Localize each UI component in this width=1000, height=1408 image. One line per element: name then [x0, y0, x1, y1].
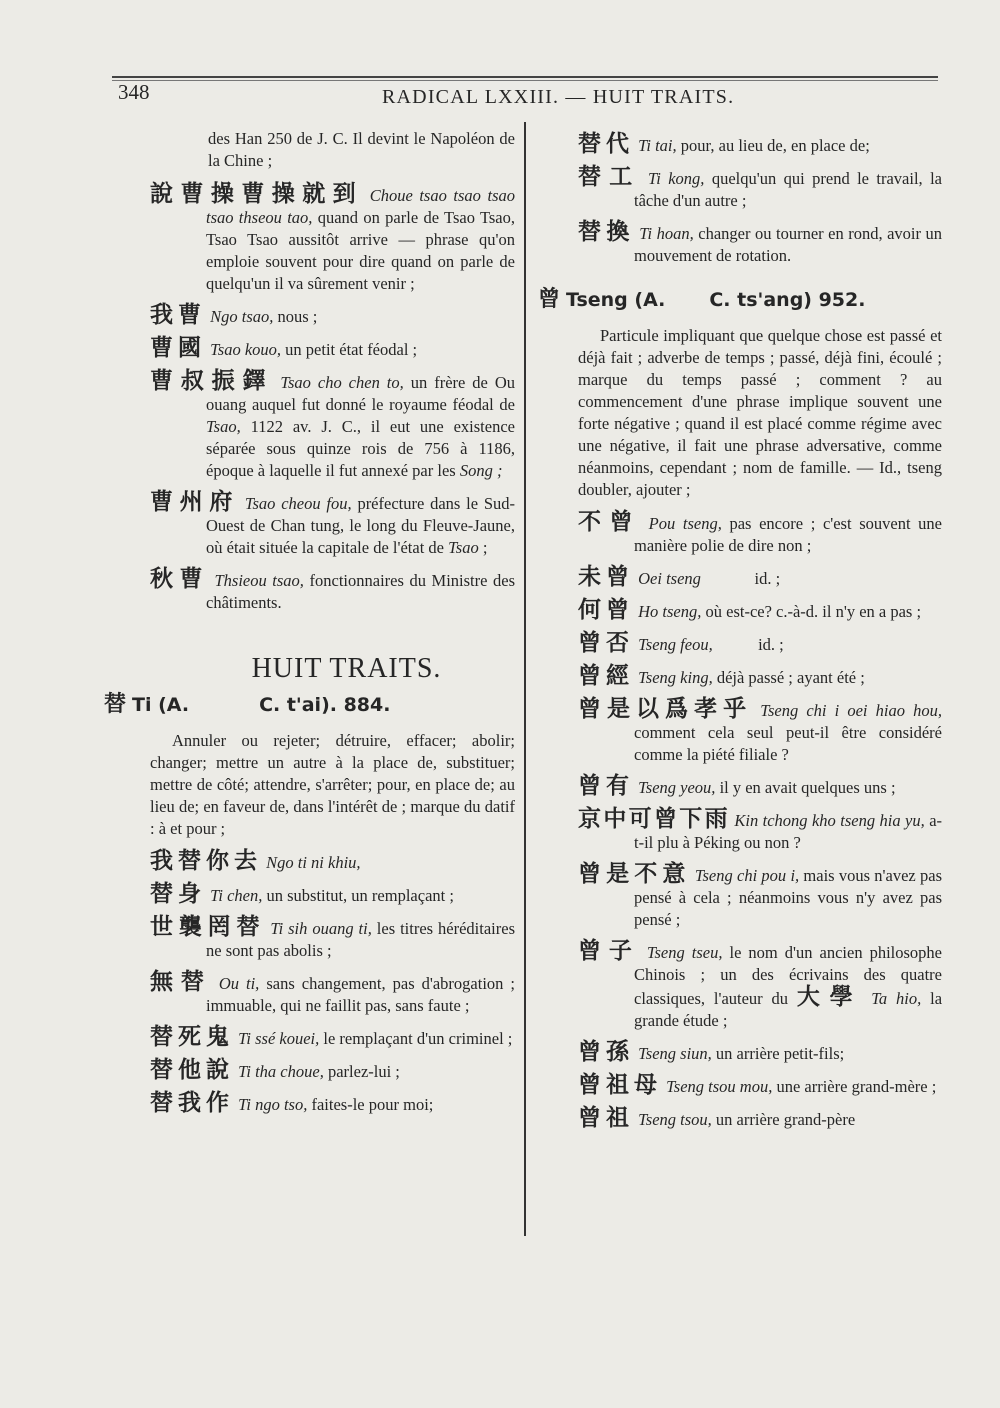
- entry-romanization-inline: Song ;: [459, 461, 503, 480]
- heading-number: C. t'ai). 884.: [259, 694, 391, 716]
- entry-definition: sans changement, pas d'abrogation ; immuable, qui ne faillit pas, sans faute ;: [206, 974, 516, 1015]
- dictionary-entry: [578, 1041, 942, 1065]
- left-column: [104, 128, 516, 1125]
- entry-definition: les titres héréditaires ne sont pas abolis ;: [206, 919, 516, 960]
- entry-romanization: Ngo tsao,: [210, 307, 274, 326]
- column-divider: [524, 122, 526, 1236]
- entry-romanization: Tseng tseu,: [646, 943, 723, 962]
- entry-definition: un substitut, un remplaçant ;: [262, 886, 454, 905]
- entry-characters: 未曾: [578, 564, 634, 590]
- entry-characters: 替換: [578, 219, 635, 245]
- dictionary-entry: [578, 599, 942, 623]
- dictionary-entry: [150, 883, 515, 907]
- entry-characters: 曾祖母: [578, 1072, 662, 1098]
- entry-characters: 曾經: [578, 663, 634, 689]
- dictionary-entry: [578, 166, 942, 212]
- entry-definition: quelqu'un qui prend le travail, la tâche d'un autre ;: [634, 169, 942, 210]
- entry-romanization: Tseng feou,: [638, 635, 713, 654]
- dictionary-entry: [150, 971, 515, 1017]
- entry-definition: mais vous n'avez pas pensé à cela ; néanmoins vous n'y avez pas pensé ;: [634, 866, 942, 929]
- dictionary-entry: [150, 1092, 515, 1116]
- continuation-text: des Han 250 de J. C. Il devint le Napoléon de la Chine ;: [208, 129, 515, 170]
- running-title: RADICAL LXXIII. — HUIT TRAITS.: [382, 86, 735, 108]
- entry-romanization: Tseng tsou mou,: [666, 1077, 773, 1096]
- entry-definition: où est-ce? c.-à-d. il n'y en a pas ;: [701, 602, 922, 621]
- entry-characters: 曾有: [578, 773, 634, 799]
- dictionary-entry: [150, 370, 515, 482]
- entry-romanization: Tseng siun,: [638, 1044, 712, 1063]
- dictionary-entry: [150, 337, 515, 361]
- entry-characters: 替工: [578, 164, 641, 190]
- dictionary-entry: [150, 183, 515, 295]
- entry-definition: préfecture dans le Sud-Ouest de Chan tung, le long du Fleuve-Jaune, où était située la capitale de l'état de: [206, 494, 516, 557]
- dictionary-entry: [578, 940, 942, 1032]
- entry-definition-cont: 1122 av. J. C., il eut une existence séparée sous quinze rois de 756 à 1186, époque à laquelle il fut annexé par les: [206, 417, 515, 480]
- dictionary-entry: [150, 1026, 515, 1050]
- header-rule: [112, 76, 938, 78]
- entry-romanization-inline: Tsao,: [206, 417, 241, 436]
- dictionary-entry: [150, 568, 515, 614]
- entry-characters: 京中可曾下雨: [578, 806, 730, 832]
- entry-characters: 曾是不意: [578, 861, 691, 887]
- entry-romanization: Ti sih ouang ti,: [270, 919, 372, 938]
- entry-romanization: Tseng yeou,: [638, 778, 716, 797]
- entry-romanization: Choue tsao tsao tsao tsao thseou tao,: [206, 186, 516, 227]
- dictionary-entry: [578, 566, 942, 590]
- entry-definition: id. ;: [700, 569, 781, 588]
- dictionary-entry: [578, 665, 942, 689]
- entry-romanization: Ti ngo tso,: [238, 1095, 308, 1114]
- entry-characters: 替死鬼: [150, 1024, 234, 1050]
- entry-characters: 替我作: [150, 1090, 234, 1116]
- dictionary-entry: [578, 863, 942, 931]
- entry-characters-inline: 大學: [796, 984, 863, 1010]
- entry-definition: une arrière grand-mère ;: [772, 1077, 937, 1096]
- entry-characters: 我曹: [150, 302, 206, 328]
- entry-definition: pour, au lieu de, en place de;: [676, 136, 870, 155]
- entry-definition-cont: ;: [478, 538, 488, 557]
- dictionary-entry: [578, 698, 942, 766]
- entry-romanization: Tsao cheou fou,: [244, 494, 352, 513]
- entry-definition: parlez-lui ;: [323, 1062, 400, 1081]
- entry-characters: 替他說: [150, 1057, 234, 1083]
- dictionary-entry: [578, 511, 942, 557]
- dictionary-entry: [150, 304, 515, 328]
- heading-pronunciation: Tseng (A.: [566, 289, 666, 311]
- heading-number: C. ts'ang) 952.: [709, 289, 866, 311]
- entry-definition: fonctionnaires du Ministre des châtiments.: [206, 571, 516, 612]
- entry-romanization: Ti kong,: [647, 169, 705, 188]
- entry-definition: comment cela seul peut-il être considéré comme la piété filiale ?: [634, 723, 942, 764]
- character-definition: Annuler ou rejeter; détruire, effacer; abolir; changer; mettre un autre à la place de, substituer; mettre de côté; attendre, s'arrêter; pour, en place de; au lieu de; en faveur de, dans l'intérêt de ; marque du datif : à et pour ;: [150, 731, 515, 838]
- entry-romanization: Tseng tsou,: [638, 1110, 712, 1129]
- dictionary-entry: [578, 1074, 942, 1098]
- entry-characters: 替身: [150, 881, 206, 907]
- entry-romanization-inline: Ta hio,: [871, 989, 922, 1008]
- entry-definition: nous ;: [273, 307, 318, 326]
- entry-definition: un arrière petit-fils;: [711, 1044, 845, 1063]
- dictionary-entry: [578, 133, 942, 157]
- entry-definition: changer ou tourner en rond, avoir un mouvement de rotation.: [634, 224, 943, 265]
- entry-characters: 曾是以爲孝乎: [578, 696, 753, 722]
- entry-characters: 曾子: [578, 938, 640, 964]
- section-title: HUIT TRAITS.: [251, 653, 442, 684]
- entry-romanization: Oei tseng: [638, 569, 701, 588]
- entry-definition: un frère de Ou ouang auquel fut donné le royaume féodal de: [206, 373, 516, 414]
- header-rule-thin: [112, 80, 938, 81]
- dictionary-entry: [578, 632, 942, 656]
- entry-characters: 替代: [578, 131, 634, 157]
- dictionary-entry: [578, 1107, 942, 1131]
- dictionary-entry: [150, 1059, 515, 1083]
- entry-romanization: Pou tseng,: [648, 514, 722, 533]
- entry-characters: 曹國: [150, 335, 206, 361]
- entry-romanization: Kin tchong kho tseng hia yu,: [734, 811, 925, 830]
- entry-definition: id. ;: [712, 635, 784, 654]
- character-heading: [538, 289, 942, 311]
- entry-romanization: Tsao kouo,: [210, 340, 282, 359]
- entry-definition-cont: la grande étude ;: [634, 989, 943, 1030]
- dictionary-entry: [578, 808, 942, 854]
- entry-definition: il y en avait quelques uns ;: [715, 778, 896, 797]
- entry-romanization: Tseng chi i oei hiao hou,: [760, 701, 943, 720]
- entry-characters: 說曹操曹操就到: [150, 181, 364, 207]
- entry-romanization: Tseng chi pou i,: [694, 866, 800, 885]
- entry-romanization: Ngo ti ni khiu,: [266, 853, 361, 872]
- entry-characters: 世襲罔替: [150, 914, 266, 940]
- entry-characters: 曹州府: [150, 489, 240, 515]
- entry-definition: le remplaçant d'un criminel ;: [319, 1029, 513, 1048]
- entry-romanization: Ho tseng,: [638, 602, 702, 621]
- entry-romanization: Ti chen,: [210, 886, 263, 905]
- entry-characters: 何曾: [578, 597, 634, 623]
- entry-romanization: Tsao cho chen to,: [280, 373, 404, 392]
- entry-definition: quand on parle de Tsao Tsao, Tsao Tsao aussitôt arrive — phrase qu'on emploie souvent pour dire quand on parle de quelqu'un il va sûrement venir ;: [206, 208, 516, 293]
- entry-romanization: Ti tai,: [638, 136, 677, 155]
- entry-definition: faites-le pour moi;: [307, 1095, 434, 1114]
- entry-romanization: Ti tha choue,: [238, 1062, 324, 1081]
- right-column: [538, 131, 943, 1140]
- heading-character: 曾: [538, 287, 561, 312]
- character-definition: Particule impliquant que quelque chose est passé et déjà fait ; adverbe de temps ; passé, déjà fini, écoulé ; marque du temps passé ; comment ? au commencement d'une phrase implique souvent une forte négative ; quand il est placé comme régime avec une négative, il fait une phrase adversative, comme néanmoins, cependant ; nom de famille. — Id., tseng doubler, ajouter ;: [578, 326, 942, 499]
- entry-definition: le nom d'un ancien philosophe Chinois ; un des écrivains des quatre classiques, l'auteur du: [634, 943, 943, 1008]
- heading-character: 替: [104, 692, 127, 717]
- entry-romanization: Tseng king,: [638, 668, 713, 687]
- dictionary-entry: [150, 491, 515, 559]
- entry-romanization: Thsieou tsao,: [214, 571, 304, 590]
- entry-romanization: Ou ti,: [218, 974, 260, 993]
- entry-romanization: Ti hoan,: [639, 224, 694, 243]
- entry-characters: 我替你去: [150, 848, 262, 874]
- entry-definition: pas encore ; c'est souvent une manière polie de dire non ;: [634, 514, 942, 555]
- dictionary-entry: [150, 916, 515, 962]
- entry-romanization: Ti ssé kouei,: [238, 1029, 320, 1048]
- entry-romanization-inline: Tsao: [448, 538, 479, 557]
- dictionary-entry: [578, 775, 942, 799]
- heading-pronunciation: Ti (A.: [132, 694, 190, 716]
- entry-characters: 無替: [150, 969, 212, 995]
- character-heading: [104, 694, 515, 716]
- entry-characters: 不曾: [578, 509, 642, 535]
- entry-definition: un arrière grand-père: [711, 1110, 856, 1129]
- dictionary-entry: [150, 850, 515, 874]
- entry-characters: 曾祖: [578, 1105, 634, 1131]
- entry-characters: 曹叔振鐸: [150, 368, 274, 394]
- entry-characters: 秋曹: [150, 566, 209, 592]
- entry-characters: 曾否: [578, 630, 634, 656]
- entry-definition: un petit état féodal ;: [281, 340, 418, 359]
- page-number: 348: [118, 80, 150, 104]
- entry-definition: déjà passé ; ayant été ;: [712, 668, 865, 687]
- entry-definition: a-t-il plu à Péking ou non ?: [634, 811, 943, 852]
- dictionary-entry: [578, 221, 942, 267]
- entry-characters: 曾孫: [578, 1039, 634, 1065]
